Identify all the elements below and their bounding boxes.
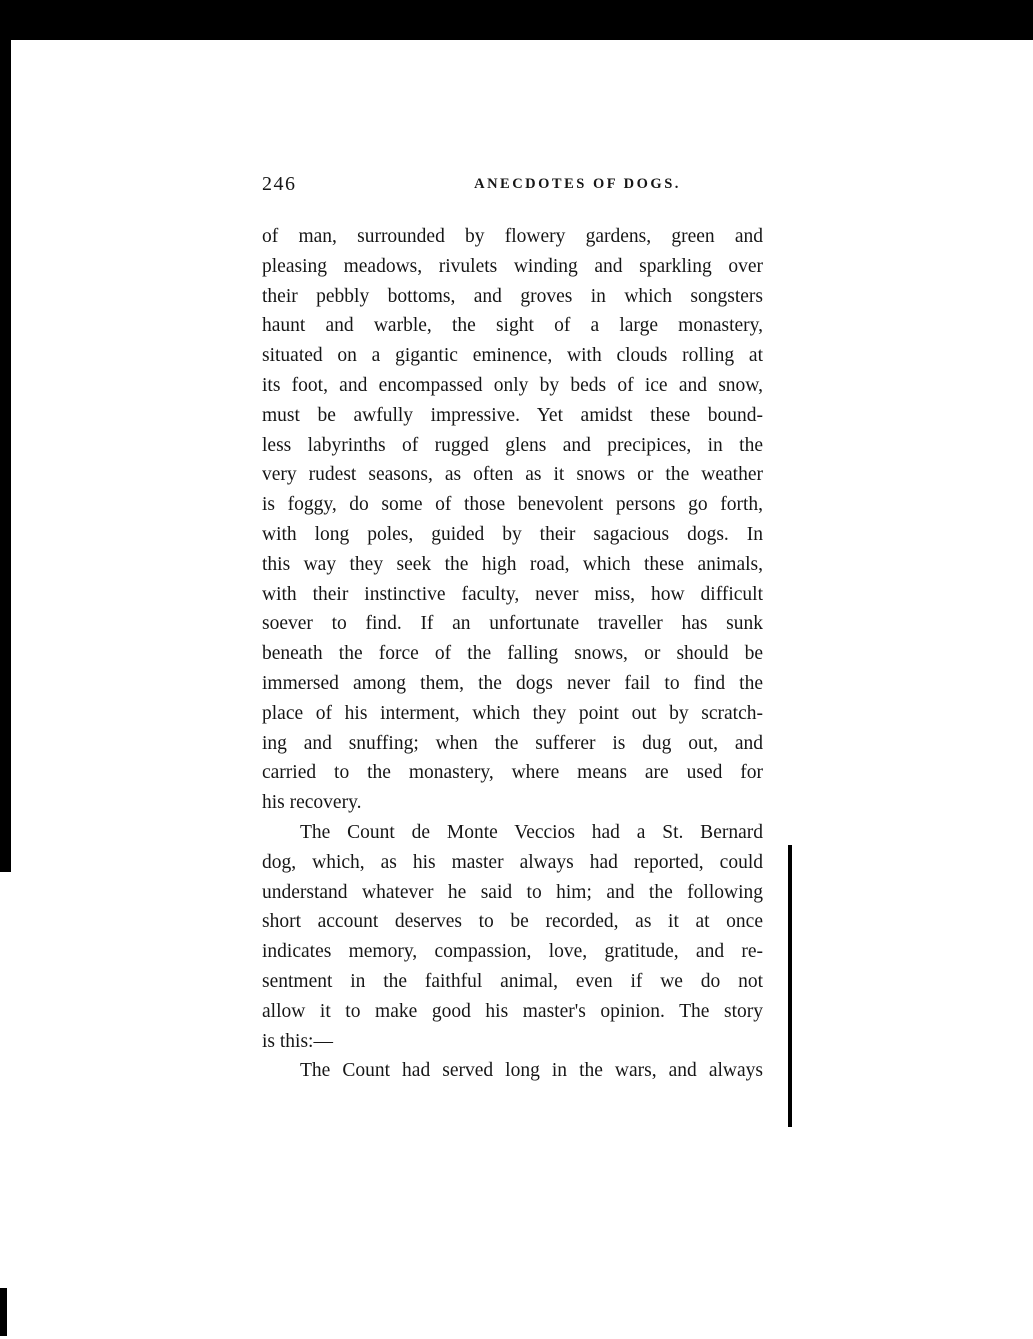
- scan-artifact-left-bar: [0, 0, 11, 872]
- text-line: of man, surrounded by flowery gardens, green and: [262, 226, 763, 247]
- text-line: carried to the monastery, where means are used for: [262, 762, 763, 784]
- text-line: dog, which, as his master always had reported, could: [262, 851, 763, 873]
- page-number: 246: [262, 173, 297, 195]
- text-line: allow it to make good his master's opinion. The story: [262, 1000, 763, 1022]
- text-line: must be awfully impressive. Yet amidst these bound-: [262, 404, 763, 426]
- text-line: The Count had served long in the wars, and always: [300, 1060, 763, 1082]
- text-line: less labyrinths of rugged glens and precipices, in the: [262, 434, 763, 456]
- paragraph: [262, 818, 763, 1056]
- text-line: with their instinctive faculty, never miss, how difficult: [262, 583, 763, 605]
- text-line: The Count de Monte Veccios had a St. Bernard: [300, 821, 763, 843]
- text-line: very rudest seasons, as often as it snows or the weather: [262, 464, 763, 486]
- page-header-row: [262, 173, 763, 199]
- text-line: short account deserves to be recorded, as it at once: [262, 911, 763, 933]
- paragraph: [262, 1056, 763, 1086]
- text-line: place of his interment, which they point out by scratch-: [262, 702, 763, 724]
- text-line: situated on a gigantic eminence, with clouds rolling at: [262, 345, 763, 367]
- text-line: indicates memory, compassion, love, gratitude, and re-: [262, 941, 763, 963]
- scan-artifact-bottom-left-mark: [0, 1288, 7, 1336]
- text-line: ing and snuffing; when the sufferer is dug out, and: [262, 732, 763, 754]
- scan-artifact-right-line: [788, 845, 792, 1127]
- text-line: pleasing meadows, rivulets winding and sparkling over: [262, 255, 763, 277]
- scan-artifact-top-bar: [0, 0, 1033, 40]
- text-line: is this:—: [262, 1030, 333, 1052]
- text-line: understand whatever he said to him; and the following: [262, 881, 763, 903]
- text-line: is foggy, do some of those benevolent persons go forth,: [262, 494, 763, 516]
- text-line: their pebbly bottoms, and groves in which songsters: [262, 285, 763, 307]
- paragraph: [262, 222, 763, 818]
- text-line: with long poles, guided by their sagacious dogs. In: [262, 523, 763, 545]
- text-line: his recovery.: [262, 792, 362, 814]
- text-line: its foot, and encompassed only by beds of ice and snow,: [262, 374, 763, 396]
- text-line: soever to find. If an unfortunate traveller has sunk: [262, 613, 763, 635]
- text-line: sentment in the faithful animal, even if we do not: [262, 970, 763, 992]
- text-line: immersed among them, the dogs never fail to find the: [262, 672, 763, 694]
- running-head-title: ANECDOTES OF DOGS.: [474, 176, 681, 192]
- text-line: this way they seek the high road, which these animals,: [262, 553, 763, 575]
- page-body: [262, 222, 763, 1086]
- text-line: haunt and warble, the sight of a large monastery,: [262, 315, 763, 337]
- text-line: beneath the force of the falling snows, or should be: [262, 643, 763, 665]
